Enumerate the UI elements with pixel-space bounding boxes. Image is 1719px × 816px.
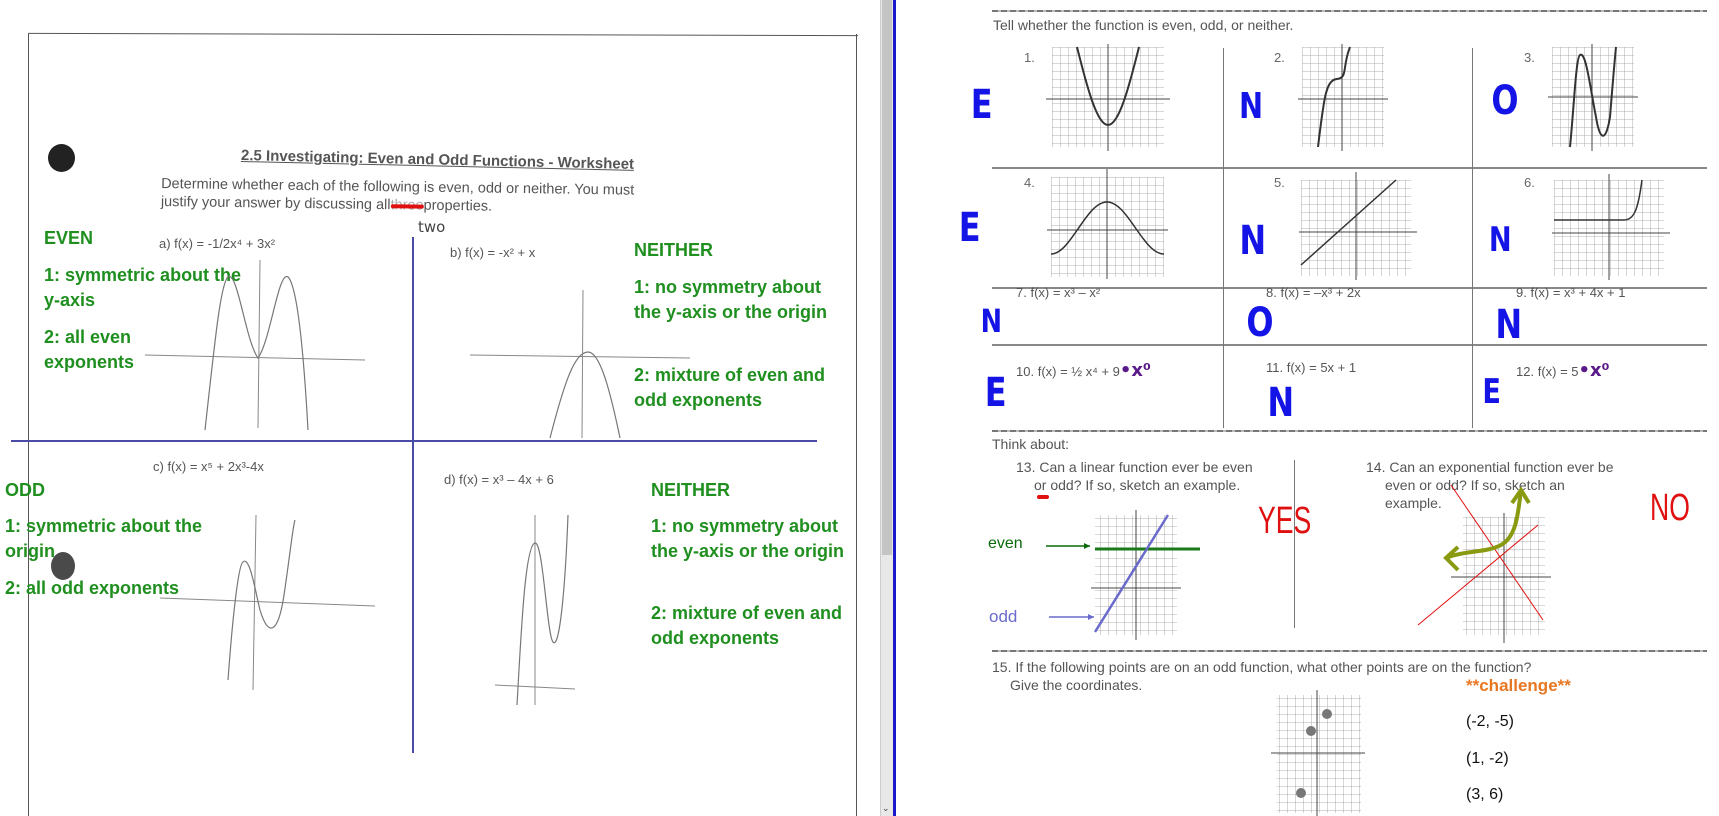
question-text: example. [1385, 495, 1442, 511]
think-about-heading: Think about: [992, 436, 1070, 452]
problem-b-answer: NEITHER [634, 240, 714, 260]
instructions-text: properties. [423, 197, 493, 215]
answer-12: E [1482, 372, 1501, 412]
problem-a-reason1: 1: symmetric about the y-axis [44, 265, 242, 310]
item-number: 6. [1524, 175, 1535, 190]
item-number: 2. [1274, 50, 1285, 65]
row-divider [992, 167, 1707, 169]
problem-c-reason1: 1: symmetric about the origin [5, 516, 203, 561]
paper-right-edge [856, 34, 857, 816]
item-number: 8. [1266, 285, 1277, 300]
item-expression: f(x) = 5 [1537, 364, 1579, 379]
handwritten-correction: two [418, 218, 446, 236]
challenge-label: **challenge** [1466, 676, 1571, 695]
answer-8: O [1246, 300, 1274, 346]
graph-c [160, 515, 390, 695]
item-expression: f(x) = x³ – x² [1030, 285, 1101, 300]
item-number: 10. [1016, 364, 1035, 379]
item-11 [1266, 360, 1356, 375]
column-divider [1223, 48, 1224, 428]
problem-b-label: b) f(x) = -x² + x [450, 245, 536, 260]
answer-1: E [970, 82, 993, 128]
question-text: 14. Can an exponential function ever be [1366, 459, 1614, 475]
quadrant-divider-vertical [412, 237, 414, 753]
question-text: even or odd? If so, sketch an [1385, 477, 1565, 493]
red-underline-mark [1037, 495, 1049, 499]
answer-5: N [1239, 218, 1267, 264]
problem-c-reason2: 2: all odd exponents [5, 578, 180, 598]
graph-6 [1554, 180, 1664, 276]
problem-c-label: c) f(x) = x⁵ + 2x³-4x [153, 459, 264, 474]
item-number: 4. [1024, 175, 1035, 190]
item-10 [1016, 360, 1151, 381]
item-number: 7. [1016, 285, 1027, 300]
row-divider [992, 344, 1707, 346]
item-number: 3. [1524, 50, 1535, 65]
problem-d-reason1: 1: no symmetry about the y-axis or the origin [651, 516, 845, 561]
item-expression: f(x) = ½ x⁴ + 9 [1037, 364, 1120, 379]
answer-9: N [1495, 302, 1523, 348]
item-7 [1016, 285, 1100, 300]
dashed-rule [992, 10, 1707, 12]
problem-a-reason2: 2: all even exponents [44, 327, 135, 372]
question-15 [992, 658, 1531, 694]
red-strike [390, 204, 423, 208]
graph-4 [1051, 177, 1164, 277]
column-divider [1472, 48, 1473, 428]
item-number: 11. [1266, 360, 1284, 375]
graph-3 [1552, 47, 1634, 147]
item-12 [1516, 360, 1610, 381]
answer-3: O [1491, 78, 1519, 124]
graph-d [495, 515, 695, 715]
paper-left-edge [28, 34, 29, 816]
row-divider [992, 430, 1707, 432]
graph-5 [1301, 180, 1411, 276]
answer-11: N [1267, 380, 1295, 426]
instructions-line: Determine whether each of the following is even, odd or neither. You must [161, 176, 635, 199]
item-number: 5. [1274, 175, 1285, 190]
purple-annotation: •x⁰ [1578, 360, 1610, 381]
problem-d-reason2: 2: mixture of even and odd exponents [651, 603, 843, 648]
worksheet-title: 2.5 Investigating: Even and Odd Functions - Worksheet [240, 147, 635, 173]
worksheet-instructions [161, 175, 635, 218]
problem-b-reason1: 1: no symmetry about the y-axis or the origin [634, 277, 828, 322]
scroll-down-arrow-icon[interactable]: ⌄ [882, 803, 890, 813]
graph-15 [1271, 690, 1371, 816]
answer-4: E [958, 205, 981, 251]
graph-a [145, 260, 375, 440]
right-document-pane [896, 0, 1719, 816]
problem-a-answer: EVEN [44, 228, 94, 248]
instructions-text: justify your answer by discussing all [160, 193, 391, 214]
problem-b-reason2: 2: mixture of even and odd exponents [634, 365, 826, 410]
paper-top-edge [28, 33, 858, 36]
point-3: (3, 6) [1466, 786, 1504, 803]
hole-punch [48, 144, 75, 172]
answer-2: N [1239, 86, 1264, 127]
item-expression: f(x) = x³ + 4x + 1 [1530, 285, 1626, 300]
problem-d-answer: NEITHER [651, 480, 731, 500]
item-number: 1. [1024, 50, 1035, 65]
question-text: 13. Can a linear function ever be even [1016, 459, 1253, 475]
graph-2 [1302, 47, 1384, 147]
item-9 [1516, 285, 1625, 300]
problem-a-label: a) f(x) = -1/2x⁴ + 3x² [159, 236, 276, 251]
problem-c-answer: ODD [5, 480, 45, 500]
item-number: 12. [1516, 364, 1535, 379]
scrollbar-thumb[interactable] [882, 0, 892, 555]
item-8 [1266, 285, 1361, 300]
answer-10: E [984, 370, 1007, 416]
point-1: (-2, -5) [1466, 713, 1514, 730]
answer-6: N [1488, 220, 1512, 260]
answer-14: NO [1650, 487, 1690, 529]
dashed-rule [992, 650, 1707, 652]
item-number: 9. [1516, 285, 1527, 300]
question-text: or odd? If so, sketch an example. [1034, 477, 1241, 493]
graph-14 [1426, 485, 1616, 645]
left-pane-scrollbar[interactable] [880, 0, 893, 816]
graph-13 [1036, 510, 1316, 650]
point-2: (1, -2) [1466, 750, 1509, 767]
problem-d-label: d) f(x) = x³ – 4x + 6 [444, 472, 554, 487]
item-expression: f(x) = 5x + 1 [1286, 360, 1357, 375]
question-text: 15. If the following points are on an odd function, what other points are on the function? [992, 659, 1532, 675]
question-text: Give the coordinates. [1010, 677, 1143, 693]
graph-b [470, 290, 700, 440]
purple-annotation: •x⁰ [1119, 360, 1151, 381]
struck-word [390, 197, 423, 213]
question-13 [1016, 458, 1253, 494]
item-expression: f(x) = –x³ + 2x [1280, 285, 1361, 300]
section-instructions: Tell whether the function is even, odd, or neither. [993, 17, 1294, 33]
odd-label: odd [989, 607, 1018, 626]
answer-7: N [980, 302, 1003, 340]
even-label: even [988, 535, 1023, 552]
quadrant-divider-horizontal [11, 440, 817, 442]
answer-13: YES [1258, 500, 1312, 542]
graph-1 [1052, 47, 1164, 147]
